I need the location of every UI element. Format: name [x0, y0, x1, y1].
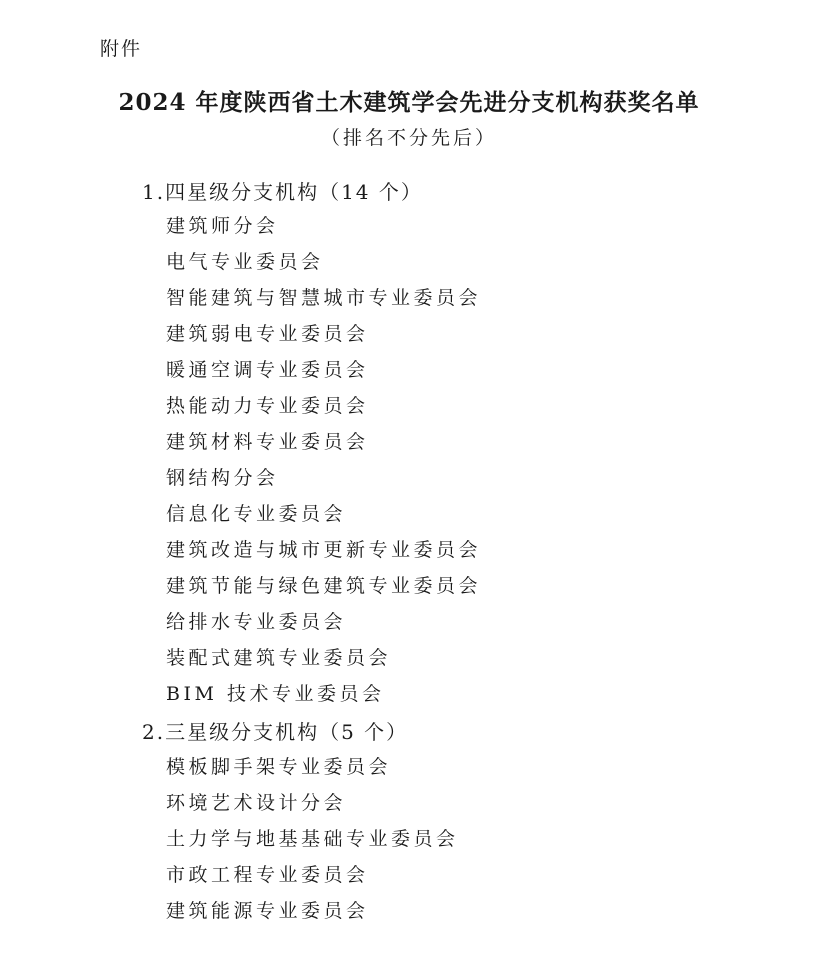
list-item: 信息化专业委员会 — [166, 503, 347, 525]
section-heading-four-star: 1.四星级分支机构（14 个） — [142, 180, 423, 204]
list-item: 建筑材料专业委员会 — [166, 431, 369, 453]
list-item: 建筑节能与绿色建筑专业委员会 — [166, 575, 482, 597]
list-item: 给排水专业委员会 — [166, 611, 347, 633]
document-subtitle: （排名不分先后） — [320, 127, 497, 149]
list-item: 装配式建筑专业委员会 — [166, 647, 392, 669]
list-item: 钢结构分会 — [166, 467, 279, 489]
list-item: 土力学与地基基础专业委员会 — [166, 828, 459, 850]
attachment-label: 附件 — [100, 38, 143, 60]
document-title: 2024 年度陕西省土木建筑学会先进分支机构获奖名单 — [118, 89, 700, 116]
list-item: BIM 技术专业委员会 — [166, 683, 385, 705]
list-item: 热能动力专业委员会 — [166, 395, 369, 417]
list-item: 电气专业委员会 — [166, 251, 324, 273]
list-item: 建筑改造与城市更新专业委员会 — [166, 539, 482, 561]
list-item: 暖通空调专业委员会 — [166, 359, 369, 381]
list-item: 模板脚手架专业委员会 — [166, 756, 392, 778]
list-item: 建筑能源专业委员会 — [166, 900, 369, 922]
list-item: 智能建筑与智慧城市专业委员会 — [166, 287, 482, 309]
section-heading-three-star: 2.三星级分支机构（5 个） — [142, 720, 409, 744]
list-item: 建筑师分会 — [166, 215, 279, 237]
list-item: 环境艺术设计分会 — [166, 792, 347, 814]
list-item: 市政工程专业委员会 — [166, 864, 369, 886]
list-item: 建筑弱电专业委员会 — [166, 323, 369, 345]
